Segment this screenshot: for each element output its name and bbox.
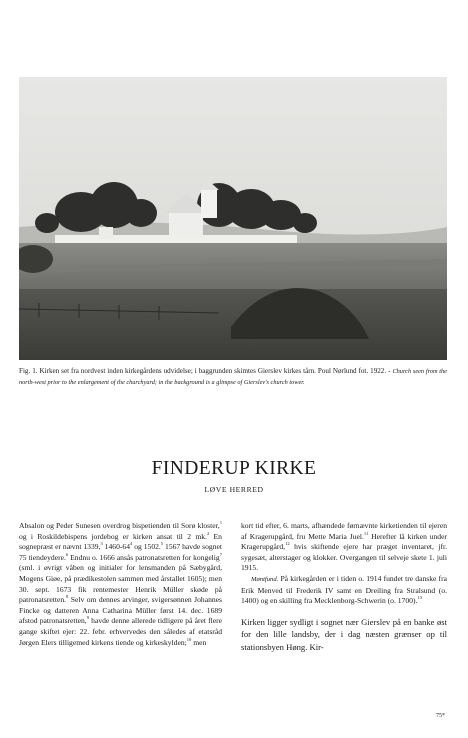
footnote-ref: 12 <box>285 541 290 547</box>
footnote-ref: 13 <box>417 595 422 601</box>
footnote-ref: 8 <box>66 594 69 600</box>
caption-danish: Fig. 1. Kirken set fra nordvest inden kirkegårdens udvidelse; i baggrunden skimtes Gierslev kirkes tårn. Poul Nørlund fot. 1922. <box>19 367 387 375</box>
footnote-ref: 4 <box>130 541 133 547</box>
caption-separator: - <box>386 367 393 375</box>
section-lead: Møntfund. <box>251 575 279 583</box>
caption-english: Church seen from the north-west prior to the enlargement of the churchyard; in the background is a glimpse of Gierslev's church tower. <box>19 368 447 387</box>
footnote-ref: 9 <box>86 615 90 621</box>
paragraph: kort tid efter, 6. marts, afhændede førnævnte kirketienden til ejeren af Kragerupgård, fru Mette Maria Juel.$^{11}$ Herefter lå kirken under Kragerupgård,$^{12}$ hvis skiftende ejere har præget inventaret, jfr. sygesæt, alterstager og klokker. Overgangen til selveje skete 1. juli 1915. <box>241 521 447 573</box>
footnote-ref: 6 <box>65 551 69 557</box>
church-photograph <box>19 77 447 360</box>
footnote-ref: 3 <box>100 541 103 547</box>
paragraph-location: Kirken ligger sydligt i sognet nær Gierslev på en banke øst for den lille landsby, der i dag næsten grænser op til stationsbyen Høng. Kir- <box>241 616 447 652</box>
page-number: 75* <box>436 713 445 719</box>
page-title: FINDERUP KIRKE <box>151 458 317 479</box>
text-column-right <box>241 521 447 653</box>
paragraph: Absalon og Peder Sunesen overdrog bispetienden til Sorø kloster,$^1$ og i Roskildebispens jordebog er kirken ansat til 2 mk.$^2$ En sognepræst er nævnt 1339,$^3$ $1460-64^4$ og 1502.$^5$ 1567 havde sognet 75 tiendeydere.$^6$ Endnu o. 1666 ansås patronatsretten for kongelig$^7$ (sml. i øvrigt våben og initialer for lensmanden på Sæbygård, Mogens Giøe, på prædikestolen sammen med årstallet 1605); men 30. sept. 1673 fik rentemester Henrik Müller skøde på patronatsretten.$^8$ Selv om dennes arvinger, svigersønnen Johannes Fincke og datteren Anna Catharina Müller først 14. dec. 1689 afstod patronatsretten,$^9$ havde denne allerede tidligere på året flere gange skiftet ejer: 22. febr. erhvervedes den således af etatsråd Jørgen Elers tilligemed kirkens tiende og kirkeskylden;$^{10}$ men <box>19 520 223 647</box>
text-column-left <box>19 521 222 648</box>
page-subtitle: LØVE HERRED <box>204 485 264 494</box>
footnote-ref: 2 <box>206 530 210 536</box>
paragraph-coin-finds: Møntfund. På kirkegården er i tiden o. 1914 fundet tre danske fra Erik Menved til Frederik IV samt en Dreiling fra Stralsund (o. 1400) og en skilling fra Mecklenborg-Schwerin (o. 1700).$^{13}$ <box>241 573 447 606</box>
footnote-ref: 10 <box>186 636 192 642</box>
figure-caption <box>19 366 447 388</box>
footnote-ref: 11 <box>363 530 369 536</box>
footnote-ref: 5 <box>160 541 164 547</box>
footnote-ref: 7 <box>219 551 223 557</box>
footnote-ref: 1 <box>219 520 222 525</box>
